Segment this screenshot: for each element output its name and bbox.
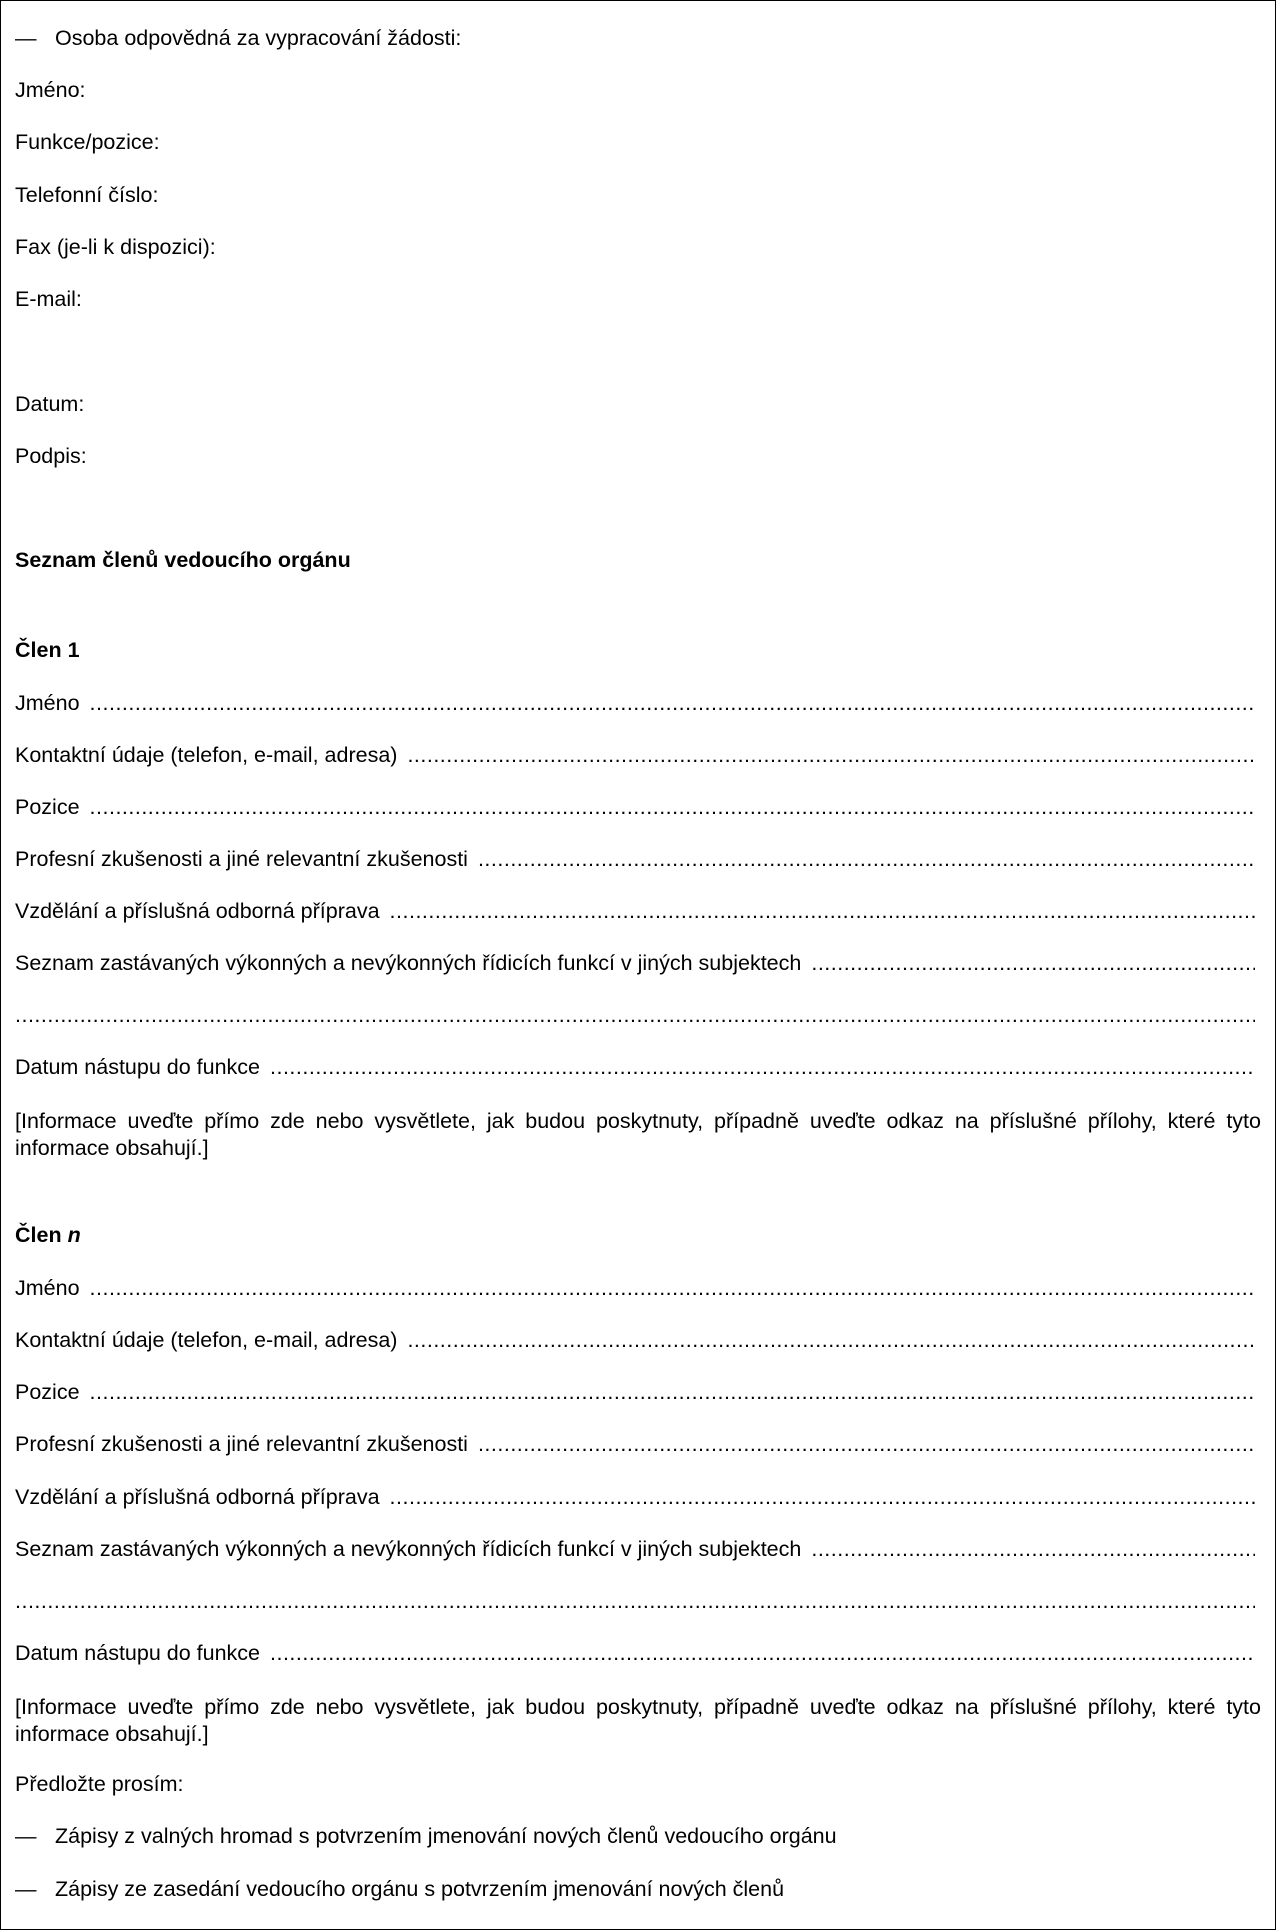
dotted-fill (90, 690, 1255, 717)
dotted-fill (478, 846, 1255, 873)
field-label: Vzdělání a příslušná odborná příprava (15, 899, 380, 923)
member-n-note: [Informace uveďte přímo zde nebo vysvětlete, jak budou poskytnuty, případně uveďte odkaz na příslušné přílohy, které tyto informace obsahují.] (15, 1695, 1261, 1746)
member-n-name-row (15, 1275, 1255, 1302)
member-title-number: n (67, 1223, 81, 1247)
dotted-fill (390, 898, 1255, 925)
field-label: Profesní zkušenosti a jiné relevantní zkušenosti (15, 1432, 468, 1456)
contact-heading-text: Osoba odpovědná za vypracování žádosti: (55, 26, 462, 50)
contact-date-label: Datum: (15, 392, 85, 416)
member-n-education-row (15, 1484, 1255, 1511)
contact-heading (15, 25, 461, 52)
submit-item (15, 1823, 837, 1850)
contact-phone-label: Telefonní číslo: (15, 183, 159, 207)
member-1-title (15, 637, 80, 664)
field-label: Datum nástupu do funkce (15, 1641, 261, 1665)
dotted-fill (390, 1484, 1255, 1511)
dotted-fill (15, 1002, 1255, 1029)
member-n-continuation-row (15, 1588, 1255, 1615)
member-title-prefix: Člen (15, 638, 68, 662)
member-n-start-date-row (15, 1640, 1255, 1667)
field-label: Jméno (15, 1276, 80, 1300)
contact-name-label: Jméno: (15, 78, 86, 102)
field-label: Jméno (15, 691, 80, 715)
field-label: Seznam zastávaných výkonných a nevýkonných řídicích funkcí v jiných subjektech (15, 951, 802, 975)
member-1-functions-row (15, 950, 1255, 977)
dotted-fill (15, 1588, 1255, 1615)
dash-bullet: — (15, 26, 37, 50)
dotted-fill (90, 794, 1255, 821)
field-label: Kontaktní údaje (telefon, e-mail, adresa) (15, 743, 398, 767)
member-n-title (15, 1222, 81, 1249)
member-title-number: 1 (67, 638, 80, 662)
list-title: Seznam členů vedoucího orgánu (15, 548, 351, 572)
member-1-start-date-row (15, 1054, 1255, 1081)
contact-email-label: E-mail: (15, 287, 82, 311)
dotted-fill (270, 1054, 1255, 1081)
dotted-fill (90, 1275, 1255, 1302)
member-title-prefix: Člen (15, 1223, 68, 1247)
field-label: Kontaktní údaje (telefon, e-mail, adresa) (15, 1328, 398, 1352)
field-label: Seznam zastávaných výkonných a nevýkonných řídicích funkcí v jiných subjektech (15, 1537, 802, 1561)
submit-item-text: Zápisy ze zasedání vedoucího orgánu s potvrzením jmenování nových členů (55, 1877, 785, 1901)
member-n-contact-row (15, 1327, 1255, 1354)
submit-item (15, 1876, 784, 1903)
member-1-education-row (15, 898, 1255, 925)
dotted-fill (407, 742, 1255, 769)
field-label: Pozice (15, 1380, 80, 1404)
dash-bullet: — (15, 1877, 37, 1901)
contact-position-label: Funkce/pozice: (15, 130, 160, 154)
field-label: Datum nástupu do funkce (15, 1055, 261, 1079)
dotted-fill (811, 950, 1255, 977)
dash-bullet: — (15, 1824, 37, 1848)
member-n-position-row (15, 1379, 1255, 1406)
dotted-fill (478, 1431, 1255, 1458)
dotted-fill (90, 1379, 1255, 1406)
submit-heading: Předložte prosím: (15, 1772, 184, 1796)
dotted-fill (811, 1536, 1255, 1563)
field-label: Pozice (15, 795, 80, 819)
field-label: Profesní zkušenosti a jiné relevantní zkušenosti (15, 847, 468, 871)
submit-item-text: Zápisy z valných hromad s potvrzením jmenování nových členů vedoucího orgánu (55, 1824, 837, 1848)
field-label: Vzdělání a příslušná odborná příprava (15, 1485, 380, 1509)
member-1-name-row (15, 690, 1255, 717)
member-1-note: [Informace uveďte přímo zde nebo vysvětlete, jak budou poskytnuty, případně uveďte odkaz na příslušné přílohy, které tyto informace obsahují.] (15, 1109, 1261, 1160)
dotted-fill (407, 1327, 1255, 1354)
member-1-contact-row (15, 742, 1255, 769)
member-1-experience-row (15, 846, 1255, 873)
contact-fax-label: Fax (je-li k dispozici): (15, 235, 216, 259)
member-n-experience-row (15, 1431, 1255, 1458)
dotted-fill (270, 1640, 1255, 1667)
contact-signature-label: Podpis: (15, 444, 87, 468)
member-1-position-row (15, 794, 1255, 821)
member-n-functions-row (15, 1536, 1255, 1563)
member-1-continuation-row (15, 1002, 1255, 1029)
